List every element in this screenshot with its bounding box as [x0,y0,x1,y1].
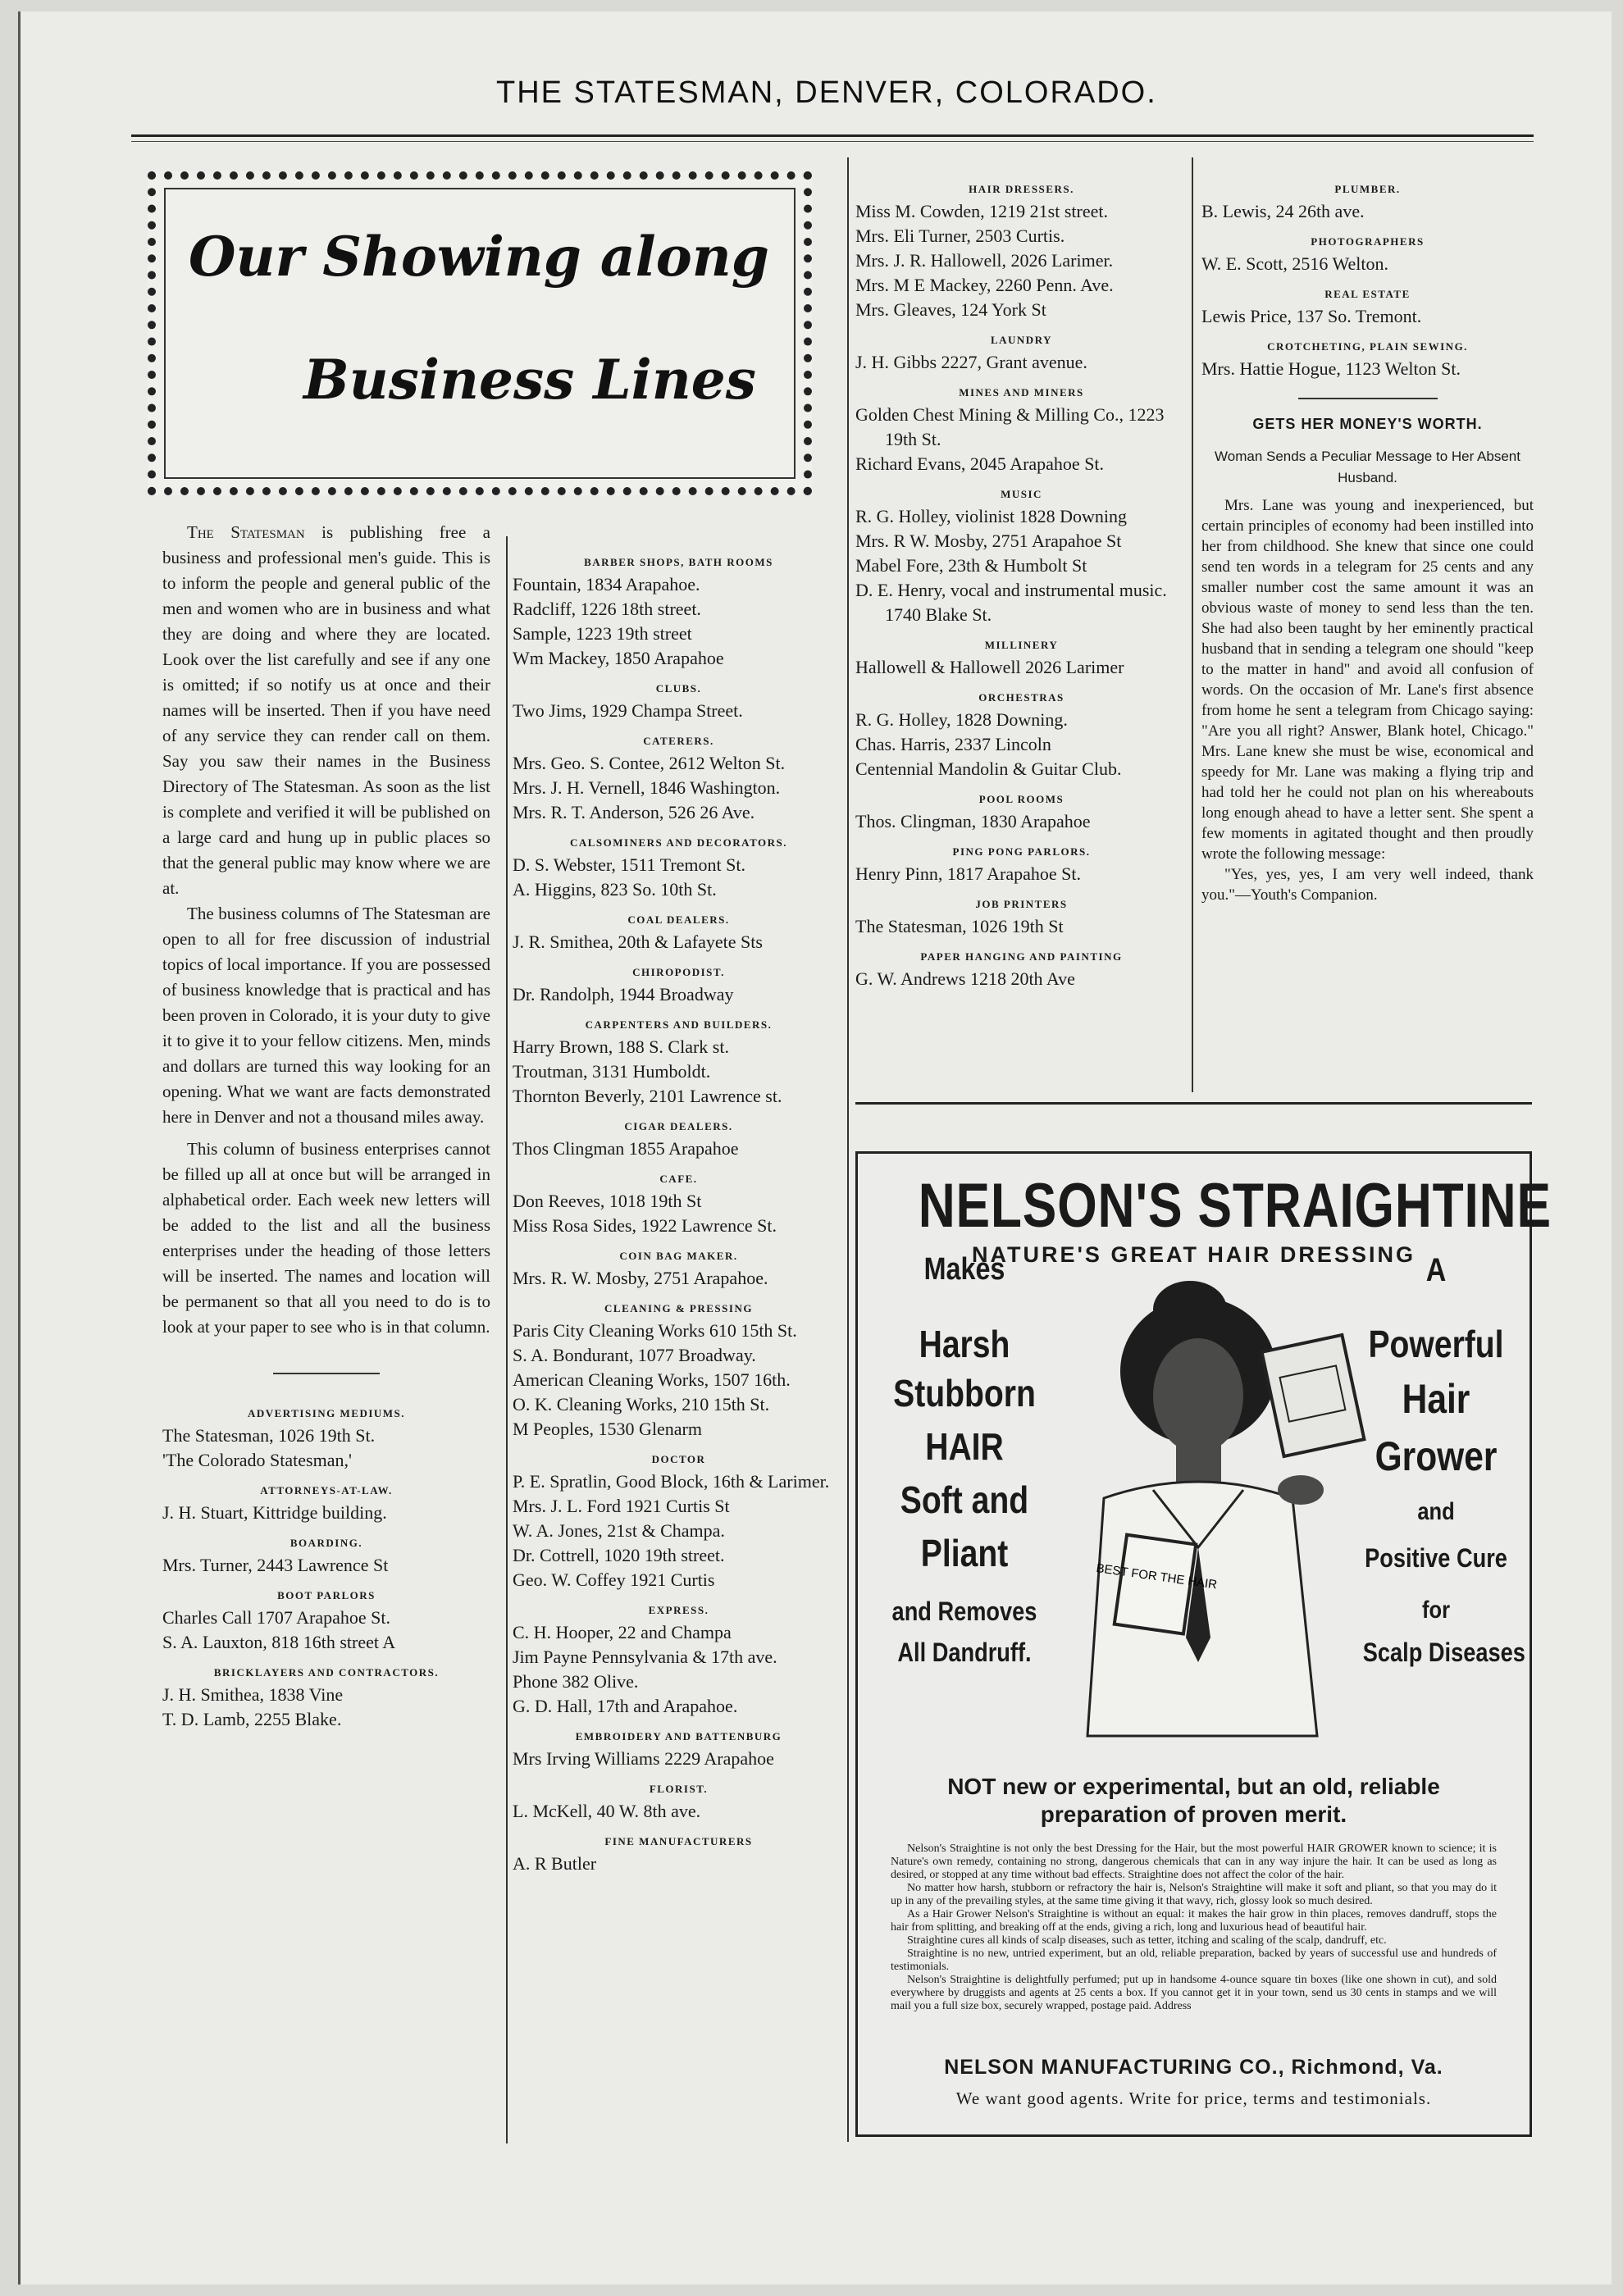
intro-column [162,520,490,1732]
directory-entry: The Statesman, 1026 19th St. [162,1425,376,1446]
directory-entry: D. E. Henry, vocal and instrumental music. 1740 Blake St. [855,580,1167,625]
directory-entry: Sample, 1223 19th street [513,623,692,644]
ad-body [891,1843,1497,2013]
neck-shape [1176,1445,1221,1486]
directory-entry: Richard Evans, 2045 Arapahoe St. [855,453,1105,474]
directory-entry: Dr. Cottrell, 1020 19th street. [513,1545,725,1565]
straightine-advertisement [855,1151,1552,2137]
directory-entry: W. E. Scott, 2516 Welton. [1201,253,1389,274]
directory-entry: J. H. Gibbs 2227, Grant avenue. [855,352,1087,372]
category-heading: CARPENTERS AND BUILDERS. [585,1018,773,1031]
category-heading: COAL DEALERS. [627,913,730,926]
ad-body-paragraph: No matter how harsh, stubborn or refractory the hair is, Nelson's Straightine will make it soft and pliant, so that you may do it up in any of the prevailing styles, at the same time giving it that wavy, rich, glossy look so much desired. [891,1882,1497,1907]
directory-entry: Miss Rosa Sides, 1922 Lawrence St. [513,1215,777,1236]
ad-claim: All Dandruff. [897,1638,1032,1667]
category-heading: CALSOMINERS AND DECORATORS. [569,836,788,849]
category-heading: COIN BAG MAKER. [619,1250,738,1262]
directory-entry: C. H. Hooper, 22 and Champa [513,1622,732,1642]
short-rule [273,1373,380,1374]
category-heading: JOB PRINTERS [975,898,1068,910]
directory-entry: A. Higgins, 823 So. 10th St. [513,879,717,900]
directory-entry: Mrs. M E Mackey, 2260 Penn. Ave. [855,275,1114,295]
directory-entry: Don Reeves, 1018 19th St [513,1191,702,1211]
intro-paragraph-2: The business columns of The Statesman are open to all for free discussion of industrial topics of local importance. If you are possessed of business knowledge that is practical and has been proven in Colorado, it is your duty to give it to give it to your fellow citizens. Men, minds and dollars are turned this way looking for an opening. What we want are facts demonstrated here in Denver and not a thousand miles away. [162,904,490,1127]
directory-entry: Mrs. R. T. Anderson, 526 26 Ave. [513,802,755,822]
directory-entry: Two Jims, 1929 Champa Street. [513,700,743,721]
directory-entry: Mrs. R. W. Mosby, 2751 Arapahoe. [513,1268,768,1288]
directory-entry: M Peoples, 1530 Glenarm [513,1419,702,1439]
intro-paragraph-1 [162,520,490,901]
directory-entry: S. A. Bondurant, 1077 Broadway. [513,1345,756,1365]
column-rule-2 [847,157,849,2142]
directory-entry: Mrs. J. H. Vernell, 1846 Washington. [513,777,781,798]
directory-column-1 [162,1407,490,1732]
directory-entry: Fountain, 1834 Arapahoe. [513,574,700,594]
woman-illustration [1055,1277,1383,1769]
ad-top-rule [855,1102,1532,1105]
category-heading: EMBROIDERY AND BATTENBURG [575,1730,782,1742]
directory-entry: W. A. Jones, 21st & Champa. [513,1520,725,1541]
category-heading: BOOT PARLORS [277,1589,376,1601]
story-title: GETS HER MONEY'S WORTH. [1252,416,1483,432]
category-heading: PLUMBER. [1334,183,1401,195]
directory-entry: D. S. Webster, 1511 Tremont St. [513,854,745,875]
directory-entry: G. W. Andrews 1218 20th Ave [855,968,1075,989]
directory-entry: Phone 382 Olive. [513,1671,639,1692]
category-heading: CLUBS. [655,682,702,695]
directory-entry: G. D. Hall, 17th and Arapahoe. [513,1696,738,1716]
ad-claim: A [1425,1252,1447,1288]
ad-claim: HAIR [925,1425,1004,1468]
directory-entry: T. D. Lamb, 2255 Blake. [162,1709,342,1729]
hair-bun [1153,1281,1227,1338]
category-heading: ADVERTISING MEDIUMS. [247,1407,406,1419]
ad-body-paragraph: Straightine is no new, untried experiment, but an old, reliable preparation, backed by years of successful use and hundreds of testimonials. [891,1947,1497,1973]
category-heading: HAIR DRESSERS. [969,183,1074,195]
directory-column-2 [513,544,845,1876]
directory-entry: Paris City Cleaning Works 610 15th St. [513,1320,797,1341]
directory-entry: A. R Butler [513,1853,597,1874]
tin-box-large [1262,1335,1365,1456]
ad-body-paragraph: Straightine cures all kinds of scalp diseases, such as tetter, itching and scaling of the scalp, dandruff, etc. [907,1934,1387,1947]
directory-entry: Mrs. R W. Mosby, 2751 Arapahoe St [855,531,1122,551]
ad-subtitle: NATURE'S GREAT HAIR DRESSING [972,1242,1416,1267]
directory-entry: R. G. Holley, 1828 Downing. [855,709,1068,730]
ad-body-paragraph: Nelson's Straightine is not only the best Dressing for the Hair, but the most powerful HAIR GROWER known to science; it is Nature's own remedy, containing no strong, dangerous chemicals that can in any way injure the hair. It can be used as long as desired, or stopped at any time without bad effects. Straightine does not affect the color of the hair. [891,1843,1497,1881]
directory-entry: Mrs. Gleaves, 124 York St [855,299,1046,320]
column-rule-3 [1192,157,1193,1092]
raised-hand [1278,1475,1324,1505]
category-heading: CHIROPODIST. [632,966,725,978]
story-quote: "Yes, yes, yes, I am very well indeed, thank you."—Youth's Companion. [1201,866,1534,904]
ad-agents: We want good agents. Write for price, terms and testimonials. [955,2089,1432,2108]
directory-entry: Dr. Randolph, 1944 Broadway [513,984,734,1004]
ad-claim: Hair [1402,1376,1470,1422]
ad-tagline: NOT new or experimental, but an old, reliable preparation of proven merit. [947,1774,1440,1827]
directory-entry: Mrs. Eli Turner, 2503 Curtis. [855,226,1065,246]
banner-line-1: Our Showing along [189,225,769,289]
category-heading: PAPER HANGING AND PAINTING [920,950,1123,963]
ad-claim: and Removes [891,1597,1037,1626]
directory-entry: Miss M. Cowden, 1219 21st street. [855,201,1108,221]
category-heading: POOL ROOMS [978,793,1065,805]
ad-claim: Harsh [919,1323,1010,1365]
directory-entry: J. R. Smithea, 20th & Lafayete Sts [513,932,763,952]
directory-entry: Geo. W. Coffey 1921 Curtis [513,1569,715,1590]
directory-entry: Thornton Beverly, 2101 Lawrence st. [513,1086,782,1106]
directory-entry: J. H. Smithea, 1838 Vine [162,1684,344,1705]
masthead-rule [131,134,1534,137]
ad-claim: Positive Cure [1365,1543,1507,1573]
directory-entry: Thos Clingman 1855 Arapahoe [513,1138,739,1159]
category-heading: PING PONG PARLORS. [952,845,1091,858]
directory-entry: Troutman, 3131 Humboldt. [513,1061,711,1082]
category-heading: ATTORNEYS-AT-LAW. [260,1484,393,1496]
category-heading: CATERERS. [643,735,714,747]
newspaper-page [18,11,1612,2285]
category-heading: ORCHESTRAS [978,691,1065,704]
category-heading: DOCTOR [651,1453,706,1465]
directory-entry: Mrs. Geo. S. Contee, 2612 Welton St. [513,753,786,773]
masthead: THE STATESMAN, DENVER, COLORADO. [496,75,1157,110]
category-heading: BARBER SHOPS, BATH ROOMS [584,556,773,568]
ad-claim: Powerful [1368,1323,1504,1365]
category-heading: CROTCHETING, PLAIN SEWING. [1267,340,1468,353]
category-heading: FLORIST. [649,1783,709,1795]
ad-claim: Stubborn [893,1372,1036,1414]
directory-entry: Chas. Harris, 2337 Lincoln [855,734,1051,754]
category-heading: CLEANING & PRESSING [604,1302,753,1314]
directory-entry: Golden Chest Mining & Milling Co., 1223 19th St. [855,404,1165,449]
category-heading: BOARDING. [289,1537,363,1549]
directory-entry: Charles Call 1707 Arapahoe St. [162,1607,391,1628]
story-rule [1298,398,1438,399]
ad-claim: Soft and [900,1478,1029,1521]
intro-lead: The Statesman [187,522,305,542]
directory-entry: Mabel Fore, 23th & Humbolt St [855,555,1087,576]
directory-entry: J. H. Stuart, Kittridge building. [162,1502,387,1523]
ad-claim: Makes [923,1252,1005,1287]
directory-entry: Wm Mackey, 1850 Arapahoe [513,648,724,668]
category-heading: MUSIC [1001,488,1042,500]
can-label: BEST FOR THE HAIR [1095,1560,1219,1592]
business-lines-banner [148,171,812,495]
category-heading: FINE MANUFACTURERS [604,1835,753,1847]
category-heading: BRICKLAYERS AND CONTRACTORS. [213,1666,440,1679]
directory-entry: Mrs. Hattie Hogue, 1123 Welton St. [1201,358,1461,379]
directory-entry: Mrs Irving Williams 2229 Arapahoe [513,1748,774,1769]
directory-entry: Mrs. Turner, 2443 Lawrence St [162,1555,389,1575]
directory-entry: Harry Brown, 188 S. Clark st. [513,1036,729,1057]
directory-entry: Thos. Clingman, 1830 Arapahoe [855,811,1091,831]
category-heading: CIGAR DEALERS. [624,1120,733,1132]
directory-entry: Henry Pinn, 1817 Arapahoe St. [855,863,1081,884]
ad-manufacturer: NELSON MANUFACTURING CO., Richmond, Va. [944,2056,1443,2079]
directory-column-3 [855,171,1188,991]
ad-body-paragraph: Nelson's Straightine is delightfully perfumed; put up in handsome 4-ounce square tin boxes (like one shown in cut), and sold everywhere by druggists and agents at 25 cents a box. If you cannot get it in your town, send us 30 cents in stamps and we will mail you a full size box, securely wrapped, postage paid. Address [891,1974,1497,2012]
directory-entry: L. McKell, 40 W. 8th ave. [513,1801,701,1821]
directory-entry: P. E. Spratlin, Good Block, 16th & Larimer. [513,1471,830,1492]
directory-entry: Hallowell & Hallowell 2026 Larimer [855,657,1124,677]
face-shape [1153,1338,1243,1453]
directory-entry: O. K. Cleaning Works, 210 15th St. [513,1394,770,1414]
directory-entry: B. Lewis, 24 26th ave. [1201,201,1365,221]
category-heading: MILLINERY [984,639,1059,651]
directory-entry: Jim Payne Pennsylvania & 17th ave. [513,1647,777,1667]
intro-text-1: is publishing free a business and professional men's guide. This is to inform the people and general public of the men and women who are in business and what they are doing and where they are located. Look over the list carefully and see if any one is omitted; if so notify us at once and their names will be inserted. Then if you have need of any service they can render call on them. Say you saw their names in the Business Directory of The Statesman. As soon as the list is complete and verified it will be published on a large card and hung up in public places so that the general public may know where we are at. [162,522,491,898]
directory-entry: American Cleaning Works, 1507 16th. [513,1369,791,1390]
directory-entry: The Statesman, 1026 19th St [855,916,1064,936]
column-rule-1 [506,536,508,2143]
directory-column-4 [1201,183,1534,381]
directory-entry: R. G. Holley, violinist 1828 Downing [855,506,1128,526]
ad-claim: Scalp Diseases [1362,1638,1525,1667]
directory-entry: Mrs. J. R. Hallowell, 2026 Larimer. [855,250,1114,271]
ad-claim: and [1417,1498,1455,1525]
category-heading: REAL ESTATE [1324,288,1411,300]
directory-entry: S. A. Lauxton, 818 16th street A [162,1632,396,1652]
ad-body-paragraph: As a Hair Grower Nelson's Straightine is without an equal: it makes the hair grow in thin places, removes dandruff, stops the hair from splitting, and breaking off at the ends, giving a rich, long and luxurious head of beautiful hair. [891,1908,1497,1934]
category-heading: EXPRESS. [648,1604,709,1616]
ad-claim: for [1422,1597,1450,1624]
directory-column-4-wrapper [1201,171,1534,905]
category-heading: MINES AND MINERS [959,386,1084,399]
ad-title: NELSON'S STRAIGHTINE [918,1171,1552,1241]
banner-line-2: Business Lines [303,348,756,412]
category-heading: CAFE. [659,1173,698,1185]
story-body: Mrs. Lane was young and inexperienced, but certain principles of economy had been instilled into her from childhood. She knew that since one could send ten words in a telegram for 25 cents and any smaller number cost the same amount it was an obvious waste of money to send less than the ten. She had also been taught by her eminently practical husband that in sending a telegram one should "keep to the matter in hand" and avoid all confusion of words. On the occasion of Mr. Lane's first absence from home he sent a telegram from Chicago saying: "Are you all right? Answer, Blank hotel, Chicago." Mrs. Lane knew she must be wise, economical and speedy for Mr. Lane was making a flying trip and had told her he could not plan on his whereabouts long enough ahead to have a letter sent. She spent a few moments in agitated thought and then proudly wrote the following message: [1201,497,1534,863]
category-heading: LAUNDRY [990,334,1053,346]
directory-entry: Radcliff, 1226 18th street. [513,599,701,619]
story-subtitle: Woman Sends a Peculiar Message to Her Absent Husband. [1215,449,1520,485]
directory-entry: 'The Colorado Statesman,' [162,1450,352,1470]
directory-entry: Lewis Price, 137 So. Tremont. [1201,306,1422,326]
category-heading: PHOTOGRAPHERS [1311,235,1425,248]
ad-claim: Pliant [920,1532,1009,1574]
directory-entry: Centennial Mandolin & Guitar Club. [855,758,1122,779]
masthead-rule-thin [131,141,1534,142]
ad-claim: Grower [1375,1433,1498,1479]
intro-paragraph-3: This column of business enterprises cannot be filled up all at once but will be arranged in alphabetical order. Each week new letters will be added to the list and all the business enterprises under the heading of those letters will be inserted. The names and location will be permanent so that all you need to do is to look at your paper to see who is in that column. [162,1139,490,1337]
directory-entry: Mrs. J. L. Ford 1921 Curtis St [513,1496,730,1516]
